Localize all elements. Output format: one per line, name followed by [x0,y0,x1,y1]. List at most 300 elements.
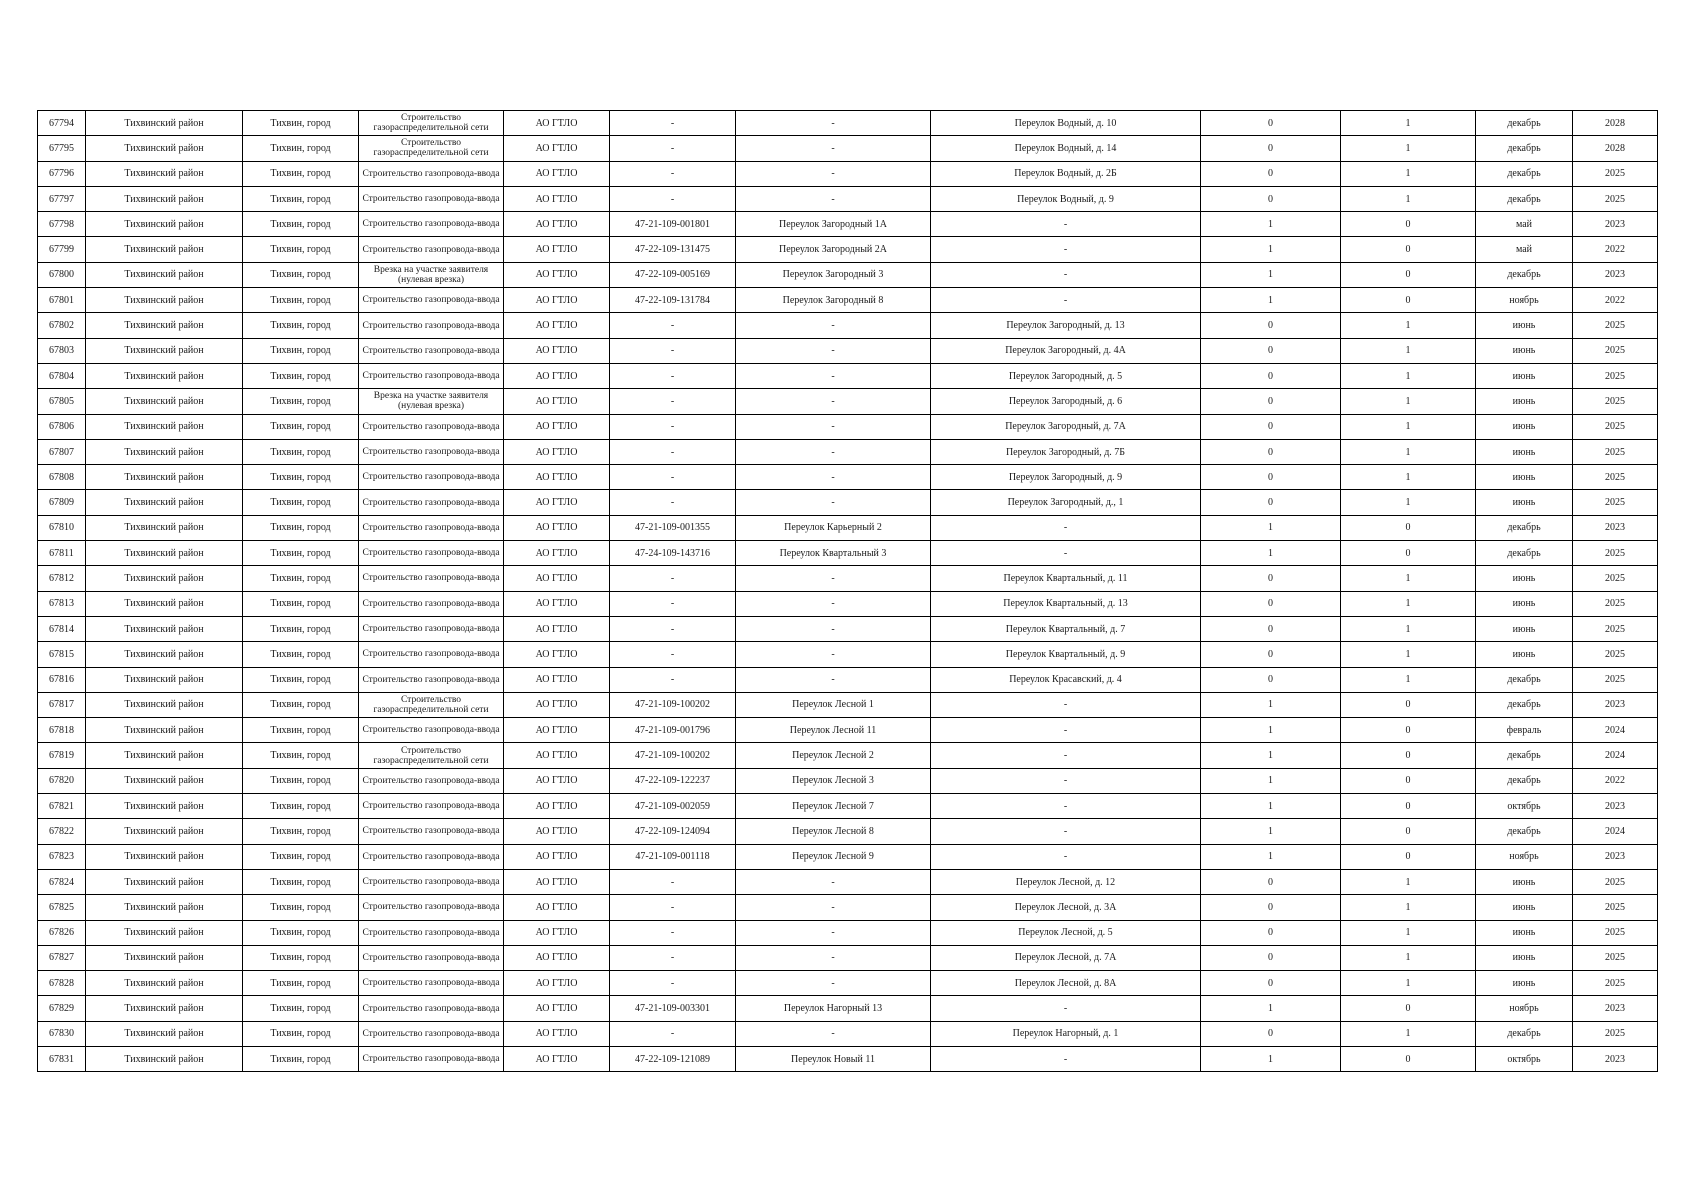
month-cell: ноябрь [1476,844,1573,869]
record-number-cell: 67812 [38,566,86,591]
year-cell: 2022 [1573,288,1658,313]
cadastral-number-cell: - [610,363,736,388]
cadastral-number-cell: 47-21-109-001118 [610,844,736,869]
district-cell: Тихвинский район [86,1021,243,1046]
work-type-cell: Строительство газопровода-ввода [359,439,504,464]
year-cell: 2025 [1573,895,1658,920]
year-cell: 2025 [1573,1021,1658,1046]
count-a-cell: 0 [1201,490,1341,515]
object-address-cell: Переулок Загородный 2А [736,237,931,262]
count-b-cell: 1 [1341,111,1476,136]
district-cell: Тихвинский район [86,414,243,439]
year-cell: 2025 [1573,945,1658,970]
year-cell: 2024 [1573,743,1658,768]
table-row [38,212,1658,237]
house-address-cell: - [931,515,1201,540]
cadastral-number-cell: - [610,642,736,667]
month-cell: декабрь [1476,111,1573,136]
object-address-cell: - [736,439,931,464]
month-cell: декабрь [1476,262,1573,287]
object-address-cell: Переулок Лесной 8 [736,819,931,844]
record-number-cell: 67807 [38,439,86,464]
table-row [38,692,1658,717]
count-b-cell: 0 [1341,743,1476,768]
work-type-cell: Строительство газопровода-ввода [359,971,504,996]
work-type-cell: Строительство газопровода-ввода [359,414,504,439]
district-cell: Тихвинский район [86,237,243,262]
house-address-cell: Переулок Водный, д. 14 [931,136,1201,161]
year-cell: 2025 [1573,363,1658,388]
count-a-cell: 0 [1201,566,1341,591]
count-a-cell: 0 [1201,895,1341,920]
month-cell: июнь [1476,313,1573,338]
record-number-cell: 67823 [38,844,86,869]
settlement-cell: Тихвин, город [243,768,359,793]
cadastral-number-cell: 47-21-109-002059 [610,794,736,819]
object-address-cell: - [736,111,931,136]
settlement-cell: Тихвин, город [243,945,359,970]
count-a-cell: 0 [1201,1021,1341,1046]
object-address-cell: - [736,313,931,338]
cadastral-number-cell: 47-21-109-003301 [610,996,736,1021]
record-number-cell: 67825 [38,895,86,920]
cadastral-number-cell: 47-22-109-131784 [610,288,736,313]
count-b-cell: 1 [1341,186,1476,211]
record-number-cell: 67796 [38,161,86,186]
cadastral-number-cell: - [610,161,736,186]
month-cell: май [1476,237,1573,262]
year-cell: 2023 [1573,794,1658,819]
object-address-cell: Переулок Загородный 1А [736,212,931,237]
count-b-cell: 1 [1341,313,1476,338]
month-cell: октябрь [1476,1046,1573,1071]
object-address-cell: - [736,971,931,996]
settlement-cell: Тихвин, город [243,692,359,717]
district-cell: Тихвинский район [86,212,243,237]
house-address-cell: - [931,288,1201,313]
month-cell: ноябрь [1476,996,1573,1021]
count-a-cell: 1 [1201,692,1341,717]
organization-cell: АО ГТЛО [504,768,610,793]
count-b-cell: 0 [1341,718,1476,743]
count-a-cell: 0 [1201,136,1341,161]
count-a-cell: 0 [1201,389,1341,414]
house-address-cell: - [931,819,1201,844]
work-type-cell: Строительство газопровода-ввода [359,186,504,211]
record-number-cell: 67816 [38,667,86,692]
month-cell: декабрь [1476,1021,1573,1046]
month-cell: июнь [1476,414,1573,439]
district-cell: Тихвинский район [86,996,243,1021]
month-cell: июнь [1476,591,1573,616]
cadastral-number-cell: - [610,971,736,996]
cadastral-number-cell: - [610,566,736,591]
table-row [38,718,1658,743]
count-b-cell: 1 [1341,616,1476,641]
object-address-cell: - [736,465,931,490]
work-type-cell: Строительство газопровода-ввода [359,212,504,237]
count-a-cell: 0 [1201,920,1341,945]
record-number-cell: 67809 [38,490,86,515]
house-address-cell: Переулок Загородный, д. 7Б [931,439,1201,464]
object-address-cell: Переулок Новый 11 [736,1046,931,1071]
organization-cell: АО ГТЛО [504,541,610,566]
object-address-cell: Переулок Квартальный 3 [736,541,931,566]
year-cell: 2022 [1573,768,1658,793]
settlement-cell: Тихвин, город [243,743,359,768]
count-b-cell: 0 [1341,768,1476,793]
count-b-cell: 1 [1341,465,1476,490]
work-type-cell: Строительство газопровода-ввода [359,667,504,692]
count-b-cell: 0 [1341,794,1476,819]
cadastral-number-cell: - [610,869,736,894]
settlement-cell: Тихвин, город [243,414,359,439]
settlement-cell: Тихвин, город [243,718,359,743]
district-cell: Тихвинский район [86,642,243,667]
house-address-cell: - [931,718,1201,743]
work-type-cell: Строительство газопровода-ввода [359,541,504,566]
year-cell: 2025 [1573,616,1658,641]
organization-cell: АО ГТЛО [504,566,610,591]
count-b-cell: 1 [1341,869,1476,894]
month-cell: июнь [1476,566,1573,591]
settlement-cell: Тихвин, город [243,541,359,566]
settlement-cell: Тихвин, город [243,262,359,287]
work-type-cell: Строительство газопровода-ввода [359,768,504,793]
organization-cell: АО ГТЛО [504,794,610,819]
record-number-cell: 67800 [38,262,86,287]
count-b-cell: 1 [1341,439,1476,464]
month-cell: июнь [1476,439,1573,464]
house-address-cell: - [931,692,1201,717]
organization-cell: АО ГТЛО [504,212,610,237]
table-row [38,465,1658,490]
object-address-cell: - [736,136,931,161]
work-type-cell: Строительство газораспределительной сети [359,692,504,717]
district-cell: Тихвинский район [86,288,243,313]
count-a-cell: 1 [1201,996,1341,1021]
month-cell: декабрь [1476,136,1573,161]
district-cell: Тихвинский район [86,465,243,490]
organization-cell: АО ГТЛО [504,186,610,211]
district-cell: Тихвинский район [86,439,243,464]
count-b-cell: 0 [1341,262,1476,287]
cadastral-number-cell: 47-22-109-121089 [610,1046,736,1071]
house-address-cell: Переулок Квартальный, д. 7 [931,616,1201,641]
organization-cell: АО ГТЛО [504,667,610,692]
house-address-cell: Переулок Загородный, д., 1 [931,490,1201,515]
house-address-cell: Переулок Загородный, д. 7А [931,414,1201,439]
year-cell: 2025 [1573,869,1658,894]
year-cell: 2025 [1573,591,1658,616]
house-address-cell: Переулок Загородный, д. 4А [931,338,1201,363]
settlement-cell: Тихвин, город [243,490,359,515]
organization-cell: АО ГТЛО [504,136,610,161]
count-b-cell: 1 [1341,895,1476,920]
cadastral-number-cell: - [610,136,736,161]
house-address-cell: Переулок Водный, д. 10 [931,111,1201,136]
cadastral-number-cell: - [610,389,736,414]
cadastral-number-cell: - [610,591,736,616]
record-number-cell: 67814 [38,616,86,641]
district-cell: Тихвинский район [86,566,243,591]
count-a-cell: 1 [1201,794,1341,819]
year-cell: 2025 [1573,667,1658,692]
month-cell: декабрь [1476,819,1573,844]
district-cell: Тихвинский район [86,667,243,692]
record-number-cell: 67803 [38,338,86,363]
record-number-cell: 67806 [38,414,86,439]
year-cell: 2024 [1573,718,1658,743]
work-type-cell: Строительство газопровода-ввода [359,237,504,262]
table-row [38,111,1658,136]
year-cell: 2028 [1573,111,1658,136]
house-address-cell: - [931,996,1201,1021]
year-cell: 2023 [1573,1046,1658,1071]
district-cell: Тихвинский район [86,490,243,515]
object-address-cell: Переулок Загородный 8 [736,288,931,313]
house-address-cell: Переулок Квартальный, д. 11 [931,566,1201,591]
count-b-cell: 0 [1341,692,1476,717]
year-cell: 2025 [1573,971,1658,996]
month-cell: июнь [1476,642,1573,667]
object-address-cell: - [736,667,931,692]
work-type-cell: Строительство газопровода-ввода [359,844,504,869]
cadastral-number-cell: - [610,338,736,363]
work-type-cell: Строительство газопровода-ввода [359,313,504,338]
settlement-cell: Тихвин, город [243,1021,359,1046]
cadastral-number-cell: 47-21-109-001796 [610,718,736,743]
count-a-cell: 1 [1201,237,1341,262]
organization-cell: АО ГТЛО [504,1021,610,1046]
table-row [38,338,1658,363]
record-number-cell: 67811 [38,541,86,566]
work-type-cell: Строительство газопровода-ввода [359,895,504,920]
organization-cell: АО ГТЛО [504,996,610,1021]
district-cell: Тихвинский район [86,363,243,388]
organization-cell: АО ГТЛО [504,490,610,515]
count-a-cell: 0 [1201,945,1341,970]
organization-cell: АО ГТЛО [504,515,610,540]
settlement-cell: Тихвин, город [243,996,359,1021]
house-address-cell: Переулок Загородный, д. 13 [931,313,1201,338]
year-cell: 2025 [1573,338,1658,363]
work-type-cell: Строительство газопровода-ввода [359,490,504,515]
count-a-cell: 1 [1201,743,1341,768]
month-cell: декабрь [1476,743,1573,768]
organization-cell: АО ГТЛО [504,465,610,490]
count-a-cell: 1 [1201,1046,1341,1071]
table-row [38,237,1658,262]
month-cell: май [1476,212,1573,237]
work-type-cell: Строительство газопровода-ввода [359,945,504,970]
object-address-cell: - [736,642,931,667]
year-cell: 2023 [1573,212,1658,237]
table-row [38,161,1658,186]
cadastral-number-cell: - [610,186,736,211]
cadastral-number-cell: - [610,945,736,970]
object-address-cell: Переулок Лесной 11 [736,718,931,743]
settlement-cell: Тихвин, город [243,288,359,313]
year-cell: 2025 [1573,186,1658,211]
cadastral-number-cell: - [610,895,736,920]
district-cell: Тихвинский район [86,541,243,566]
settlement-cell: Тихвин, город [243,642,359,667]
table-row [38,869,1658,894]
year-cell: 2022 [1573,237,1658,262]
record-number-cell: 67831 [38,1046,86,1071]
work-type-cell: Строительство газопровода-ввода [359,718,504,743]
table-body [38,111,1658,1072]
count-a-cell: 1 [1201,819,1341,844]
house-address-cell: Переулок Загородный, д. 6 [931,389,1201,414]
count-b-cell: 1 [1341,591,1476,616]
record-number-cell: 67820 [38,768,86,793]
district-cell: Тихвинский район [86,869,243,894]
table-row [38,490,1658,515]
record-number-cell: 67822 [38,819,86,844]
table-row [38,819,1658,844]
record-number-cell: 67804 [38,363,86,388]
count-b-cell: 1 [1341,945,1476,970]
count-a-cell: 1 [1201,288,1341,313]
object-address-cell: Переулок Лесной 3 [736,768,931,793]
count-b-cell: 1 [1341,161,1476,186]
cadastral-number-cell: 47-21-109-001801 [610,212,736,237]
object-address-cell: - [736,591,931,616]
record-number-cell: 67824 [38,869,86,894]
district-cell: Тихвинский район [86,515,243,540]
year-cell: 2023 [1573,844,1658,869]
object-address-cell: Переулок Лесной 2 [736,743,931,768]
month-cell: декабрь [1476,692,1573,717]
record-number-cell: 67819 [38,743,86,768]
district-cell: Тихвинский район [86,895,243,920]
settlement-cell: Тихвин, город [243,389,359,414]
district-cell: Тихвинский район [86,591,243,616]
work-type-cell: Строительство газопровода-ввода [359,996,504,1021]
house-address-cell: - [931,262,1201,287]
table-row [38,743,1658,768]
cadastral-number-cell: - [610,465,736,490]
work-type-cell: Строительство газопровода-ввода [359,338,504,363]
count-a-cell: 0 [1201,642,1341,667]
district-cell: Тихвинский район [86,389,243,414]
organization-cell: АО ГТЛО [504,1046,610,1071]
month-cell: декабрь [1476,161,1573,186]
month-cell: июнь [1476,490,1573,515]
record-number-cell: 67808 [38,465,86,490]
count-b-cell: 1 [1341,389,1476,414]
table-row [38,313,1658,338]
organization-cell: АО ГТЛО [504,161,610,186]
count-a-cell: 0 [1201,414,1341,439]
year-cell: 2023 [1573,262,1658,287]
house-address-cell: Переулок Водный, д. 9 [931,186,1201,211]
settlement-cell: Тихвин, город [243,591,359,616]
house-address-cell: Переулок Квартальный, д. 13 [931,591,1201,616]
table-row [38,515,1658,540]
count-b-cell: 0 [1341,819,1476,844]
table-row [38,971,1658,996]
count-a-cell: 0 [1201,363,1341,388]
object-address-cell: - [736,566,931,591]
object-address-cell: - [736,490,931,515]
year-cell: 2025 [1573,389,1658,414]
count-a-cell: 0 [1201,313,1341,338]
object-address-cell: Переулок Карьерный 2 [736,515,931,540]
count-b-cell: 0 [1341,515,1476,540]
object-address-cell: - [736,895,931,920]
work-type-cell: Строительство газораспределительной сети [359,111,504,136]
cadastral-number-cell: - [610,920,736,945]
count-a-cell: 1 [1201,844,1341,869]
house-address-cell: - [931,768,1201,793]
district-cell: Тихвинский район [86,136,243,161]
table-row [38,945,1658,970]
cadastral-number-cell: 47-22-109-131475 [610,237,736,262]
organization-cell: АО ГТЛО [504,262,610,287]
table-row [38,1046,1658,1071]
table-row [38,616,1658,641]
cadastral-number-cell: 47-21-109-001355 [610,515,736,540]
house-address-cell: Переулок Красавский, д. 4 [931,667,1201,692]
record-number-cell: 67794 [38,111,86,136]
work-type-cell: Строительство газопровода-ввода [359,1021,504,1046]
object-address-cell: - [736,414,931,439]
cadastral-number-cell: 47-24-109-143716 [610,541,736,566]
table-row [38,667,1658,692]
district-cell: Тихвинский район [86,768,243,793]
count-a-cell: 0 [1201,667,1341,692]
cadastral-number-cell: 47-21-109-100202 [610,743,736,768]
object-address-cell: - [736,161,931,186]
object-address-cell: - [736,869,931,894]
organization-cell: АО ГТЛО [504,313,610,338]
settlement-cell: Тихвин, город [243,439,359,464]
record-number-cell: 67797 [38,186,86,211]
settlement-cell: Тихвин, город [243,794,359,819]
table-row [38,136,1658,161]
record-number-cell: 67801 [38,288,86,313]
organization-cell: АО ГТЛО [504,439,610,464]
organization-cell: АО ГТЛО [504,288,610,313]
year-cell: 2023 [1573,692,1658,717]
settlement-cell: Тихвин, город [243,212,359,237]
count-b-cell: 0 [1341,212,1476,237]
count-a-cell: 1 [1201,768,1341,793]
year-cell: 2024 [1573,819,1658,844]
record-number-cell: 67795 [38,136,86,161]
table-row [38,439,1658,464]
count-a-cell: 0 [1201,161,1341,186]
district-cell: Тихвинский район [86,313,243,338]
table-row [38,541,1658,566]
settlement-cell: Тихвин, город [243,869,359,894]
count-a-cell: 0 [1201,439,1341,464]
year-cell: 2025 [1573,465,1658,490]
month-cell: июнь [1476,869,1573,894]
work-type-cell: Строительство газопровода-ввода [359,869,504,894]
work-type-cell: Врезка на участке заявителя (нулевая врезка) [359,262,504,287]
object-address-cell: - [736,1021,931,1046]
district-cell: Тихвинский район [86,971,243,996]
object-address-cell: - [736,945,931,970]
house-address-cell: - [931,844,1201,869]
district-cell: Тихвинский район [86,186,243,211]
count-b-cell: 1 [1341,642,1476,667]
work-type-cell: Строительство газопровода-ввода [359,1046,504,1071]
